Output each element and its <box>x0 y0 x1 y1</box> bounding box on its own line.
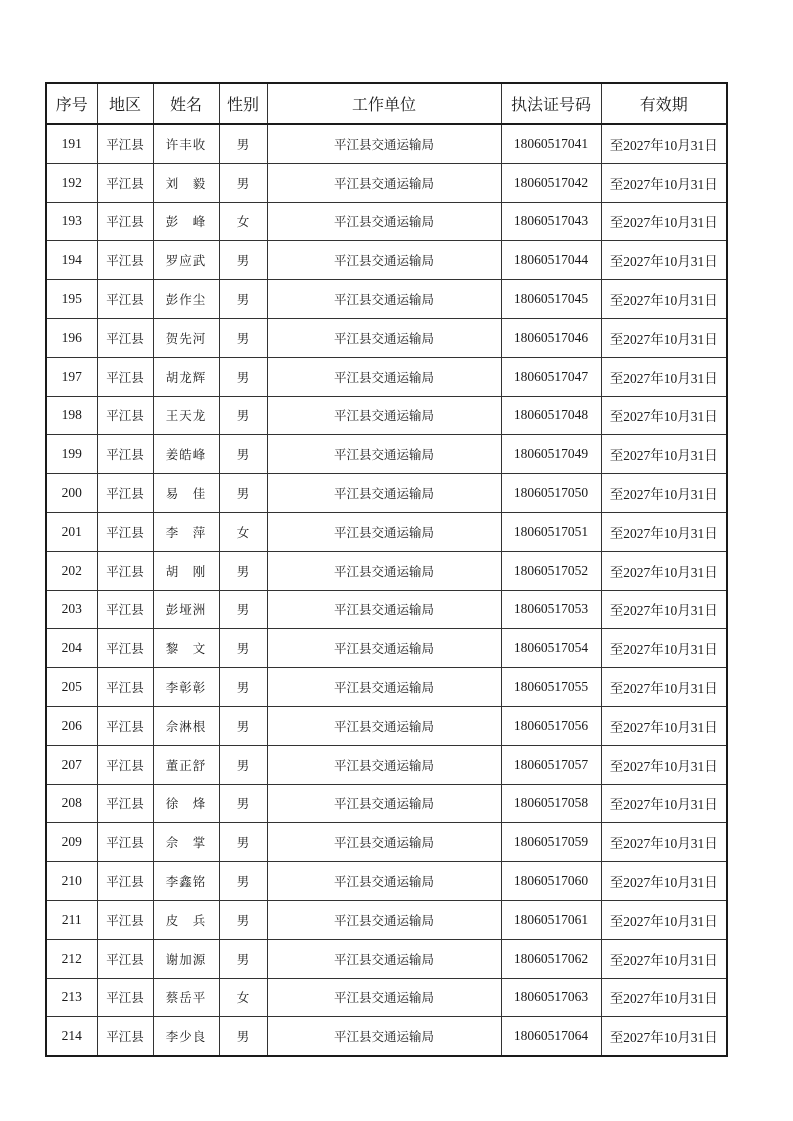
work-unit-cell: 平江县交通运输局 <box>267 978 501 1017</box>
region-cell: 平江县 <box>97 784 153 823</box>
region-cell: 平江县 <box>97 590 153 629</box>
serial-cell: 208 <box>46 784 97 823</box>
serial-cell: 196 <box>46 318 97 357</box>
cert-number-cell: 18060517045 <box>501 280 601 319</box>
region-cell: 平江县 <box>97 668 153 707</box>
region-cell: 平江县 <box>97 629 153 668</box>
table-row <box>46 357 727 396</box>
cert-number-cell: 18060517044 <box>501 241 601 280</box>
gender-cell: 男 <box>219 357 267 396</box>
validity-cell: 至2027年10月31日 <box>601 474 727 513</box>
region-cell: 平江县 <box>97 823 153 862</box>
work-unit-cell: 平江县交通运输局 <box>267 862 501 901</box>
work-unit-cell: 平江县交通运输局 <box>267 435 501 474</box>
cert-number-cell: 18060517051 <box>501 512 601 551</box>
table-row <box>46 978 727 1017</box>
header-region: 地区 <box>97 83 153 124</box>
name-cell: 姜皓峰 <box>153 435 219 474</box>
serial-cell: 194 <box>46 241 97 280</box>
gender-cell: 男 <box>219 474 267 513</box>
work-unit-cell: 平江县交通运输局 <box>267 124 501 163</box>
validity-cell: 至2027年10月31日 <box>601 241 727 280</box>
serial-cell: 199 <box>46 435 97 474</box>
gender-cell: 男 <box>219 590 267 629</box>
cert-number-cell: 18060517041 <box>501 124 601 163</box>
gender-cell: 男 <box>219 939 267 978</box>
region-cell: 平江县 <box>97 512 153 551</box>
name-cell: 彭垭洲 <box>153 590 219 629</box>
serial-cell: 198 <box>46 396 97 435</box>
serial-cell: 201 <box>46 512 97 551</box>
serial-cell: 191 <box>46 124 97 163</box>
validity-cell: 至2027年10月31日 <box>601 590 727 629</box>
cert-number-cell: 18060517049 <box>501 435 601 474</box>
validity-cell: 至2027年10月31日 <box>601 668 727 707</box>
cert-number-cell: 18060517055 <box>501 668 601 707</box>
cert-number-cell: 18060517052 <box>501 551 601 590</box>
gender-cell: 男 <box>219 280 267 319</box>
table-row <box>46 512 727 551</box>
work-unit-cell: 平江县交通运输局 <box>267 551 501 590</box>
header-name: 姓名 <box>153 83 219 124</box>
table-row <box>46 590 727 629</box>
name-cell: 王天龙 <box>153 396 219 435</box>
name-cell: 许丰收 <box>153 124 219 163</box>
name-cell: 贺先河 <box>153 318 219 357</box>
work-unit-cell: 平江县交通运输局 <box>267 396 501 435</box>
cert-number-cell: 18060517062 <box>501 939 601 978</box>
work-unit-cell: 平江县交通运输局 <box>267 318 501 357</box>
region-cell: 平江县 <box>97 202 153 241</box>
cert-number-cell: 18060517056 <box>501 706 601 745</box>
name-cell: 彭作尘 <box>153 280 219 319</box>
region-cell: 平江县 <box>97 551 153 590</box>
cert-number-cell: 18060517046 <box>501 318 601 357</box>
table-row <box>46 1017 727 1056</box>
cert-number-cell: 18060517050 <box>501 474 601 513</box>
gender-cell: 男 <box>219 823 267 862</box>
cert-number-cell: 18060517048 <box>501 396 601 435</box>
cert-number-cell: 18060517053 <box>501 590 601 629</box>
region-cell: 平江县 <box>97 978 153 1017</box>
validity-cell: 至2027年10月31日 <box>601 357 727 396</box>
work-unit-cell: 平江县交通运输局 <box>267 202 501 241</box>
serial-cell: 205 <box>46 668 97 707</box>
serial-cell: 207 <box>46 745 97 784</box>
serial-cell: 212 <box>46 939 97 978</box>
name-cell: 李少良 <box>153 1017 219 1056</box>
serial-cell: 209 <box>46 823 97 862</box>
validity-cell: 至2027年10月31日 <box>601 318 727 357</box>
gender-cell: 男 <box>219 706 267 745</box>
table-row <box>46 629 727 668</box>
region-cell: 平江县 <box>97 706 153 745</box>
table-body <box>46 124 727 1056</box>
table-row <box>46 823 727 862</box>
table-row <box>46 474 727 513</box>
cert-number-cell: 18060517042 <box>501 163 601 202</box>
region-cell: 平江县 <box>97 1017 153 1056</box>
serial-cell: 210 <box>46 862 97 901</box>
table-row <box>46 163 727 202</box>
serial-cell: 213 <box>46 978 97 1017</box>
region-cell: 平江县 <box>97 280 153 319</box>
validity-cell: 至2027年10月31日 <box>601 163 727 202</box>
gender-cell: 男 <box>219 124 267 163</box>
table-row <box>46 551 727 590</box>
document-page <box>45 82 726 1057</box>
gender-cell: 男 <box>219 784 267 823</box>
validity-cell: 至2027年10月31日 <box>601 629 727 668</box>
work-unit-cell: 平江县交通运输局 <box>267 357 501 396</box>
serial-cell: 204 <box>46 629 97 668</box>
table-row <box>46 318 727 357</box>
name-cell: 蔡岳平 <box>153 978 219 1017</box>
gender-cell: 男 <box>219 396 267 435</box>
region-cell: 平江县 <box>97 124 153 163</box>
region-cell: 平江县 <box>97 396 153 435</box>
work-unit-cell: 平江县交通运输局 <box>267 706 501 745</box>
validity-cell: 至2027年10月31日 <box>601 202 727 241</box>
region-cell: 平江县 <box>97 862 153 901</box>
serial-cell: 193 <box>46 202 97 241</box>
validity-cell: 至2027年10月31日 <box>601 862 727 901</box>
table-row <box>46 435 727 474</box>
validity-cell: 至2027年10月31日 <box>601 900 727 939</box>
table-row <box>46 124 727 163</box>
table-row <box>46 745 727 784</box>
header-work-unit: 工作单位 <box>267 83 501 124</box>
gender-cell: 男 <box>219 551 267 590</box>
region-cell: 平江县 <box>97 745 153 784</box>
validity-cell: 至2027年10月31日 <box>601 745 727 784</box>
name-cell: 李彰彰 <box>153 668 219 707</box>
validity-cell: 至2027年10月31日 <box>601 939 727 978</box>
validity-cell: 至2027年10月31日 <box>601 435 727 474</box>
cert-number-cell: 18060517057 <box>501 745 601 784</box>
table-header-row <box>46 83 727 124</box>
region-cell: 平江县 <box>97 435 153 474</box>
work-unit-cell: 平江县交通运输局 <box>267 629 501 668</box>
gender-cell: 男 <box>219 862 267 901</box>
work-unit-cell: 平江县交通运输局 <box>267 900 501 939</box>
work-unit-cell: 平江县交通运输局 <box>267 163 501 202</box>
name-cell: 易 佳 <box>153 474 219 513</box>
gender-cell: 男 <box>219 241 267 280</box>
serial-cell: 211 <box>46 900 97 939</box>
gender-cell: 女 <box>219 512 267 551</box>
table-row <box>46 862 727 901</box>
validity-cell: 至2027年10月31日 <box>601 396 727 435</box>
cert-number-cell: 18060517043 <box>501 202 601 241</box>
cert-number-cell: 18060517047 <box>501 357 601 396</box>
gender-cell: 男 <box>219 668 267 707</box>
serial-cell: 214 <box>46 1017 97 1056</box>
table-row <box>46 241 727 280</box>
work-unit-cell: 平江县交通运输局 <box>267 668 501 707</box>
serial-cell: 197 <box>46 357 97 396</box>
name-cell: 皮 兵 <box>153 900 219 939</box>
validity-cell: 至2027年10月31日 <box>601 978 727 1017</box>
serial-cell: 195 <box>46 280 97 319</box>
region-cell: 平江县 <box>97 241 153 280</box>
validity-cell: 至2027年10月31日 <box>601 124 727 163</box>
cert-number-cell: 18060517061 <box>501 900 601 939</box>
name-cell: 佘 掌 <box>153 823 219 862</box>
table-row <box>46 202 727 241</box>
name-cell: 佘淋根 <box>153 706 219 745</box>
name-cell: 董正舒 <box>153 745 219 784</box>
validity-cell: 至2027年10月31日 <box>601 512 727 551</box>
table-row <box>46 706 727 745</box>
name-cell: 胡 刚 <box>153 551 219 590</box>
name-cell: 罗应武 <box>153 241 219 280</box>
name-cell: 黎 文 <box>153 629 219 668</box>
table-row <box>46 668 727 707</box>
validity-cell: 至2027年10月31日 <box>601 280 727 319</box>
cert-number-cell: 18060517063 <box>501 978 601 1017</box>
region-cell: 平江县 <box>97 318 153 357</box>
region-cell: 平江县 <box>97 163 153 202</box>
table-row <box>46 280 727 319</box>
gender-cell: 男 <box>219 1017 267 1056</box>
gender-cell: 男 <box>219 745 267 784</box>
name-cell: 李 萍 <box>153 512 219 551</box>
validity-cell: 至2027年10月31日 <box>601 551 727 590</box>
validity-cell: 至2027年10月31日 <box>601 706 727 745</box>
serial-cell: 200 <box>46 474 97 513</box>
region-cell: 平江县 <box>97 900 153 939</box>
serial-cell: 203 <box>46 590 97 629</box>
region-cell: 平江县 <box>97 474 153 513</box>
header-serial: 序号 <box>46 83 97 124</box>
name-cell: 胡龙辉 <box>153 357 219 396</box>
header-gender: 性别 <box>219 83 267 124</box>
serial-cell: 202 <box>46 551 97 590</box>
table-row <box>46 939 727 978</box>
gender-cell: 女 <box>219 978 267 1017</box>
header-cert-number: 执法证号码 <box>501 83 601 124</box>
work-unit-cell: 平江县交通运输局 <box>267 784 501 823</box>
gender-cell: 男 <box>219 163 267 202</box>
cert-number-cell: 18060517054 <box>501 629 601 668</box>
name-cell: 谢加源 <box>153 939 219 978</box>
region-cell: 平江县 <box>97 357 153 396</box>
table-row <box>46 784 727 823</box>
work-unit-cell: 平江县交通运输局 <box>267 512 501 551</box>
cert-number-cell: 18060517059 <box>501 823 601 862</box>
gender-cell: 女 <box>219 202 267 241</box>
cert-number-cell: 18060517058 <box>501 784 601 823</box>
table-row <box>46 900 727 939</box>
cert-number-cell: 18060517064 <box>501 1017 601 1056</box>
serial-cell: 206 <box>46 706 97 745</box>
work-unit-cell: 平江县交通运输局 <box>267 590 501 629</box>
validity-cell: 至2027年10月31日 <box>601 784 727 823</box>
region-cell: 平江县 <box>97 939 153 978</box>
validity-cell: 至2027年10月31日 <box>601 823 727 862</box>
name-cell: 徐 烽 <box>153 784 219 823</box>
validity-cell: 至2027年10月31日 <box>601 1017 727 1056</box>
gender-cell: 男 <box>219 318 267 357</box>
work-unit-cell: 平江县交通运输局 <box>267 280 501 319</box>
gender-cell: 男 <box>219 900 267 939</box>
gender-cell: 男 <box>219 629 267 668</box>
work-unit-cell: 平江县交通运输局 <box>267 474 501 513</box>
header-validity: 有效期 <box>601 83 727 124</box>
table-row <box>46 396 727 435</box>
work-unit-cell: 平江县交通运输局 <box>267 823 501 862</box>
work-unit-cell: 平江县交通运输局 <box>267 241 501 280</box>
serial-cell: 192 <box>46 163 97 202</box>
work-unit-cell: 平江县交通运输局 <box>267 745 501 784</box>
work-unit-cell: 平江县交通运输局 <box>267 1017 501 1056</box>
cert-number-cell: 18060517060 <box>501 862 601 901</box>
work-unit-cell: 平江县交通运输局 <box>267 939 501 978</box>
gender-cell: 男 <box>219 435 267 474</box>
name-cell: 李鑫铭 <box>153 862 219 901</box>
name-cell: 刘 毅 <box>153 163 219 202</box>
personnel-table <box>45 82 728 1057</box>
name-cell: 彭 峰 <box>153 202 219 241</box>
